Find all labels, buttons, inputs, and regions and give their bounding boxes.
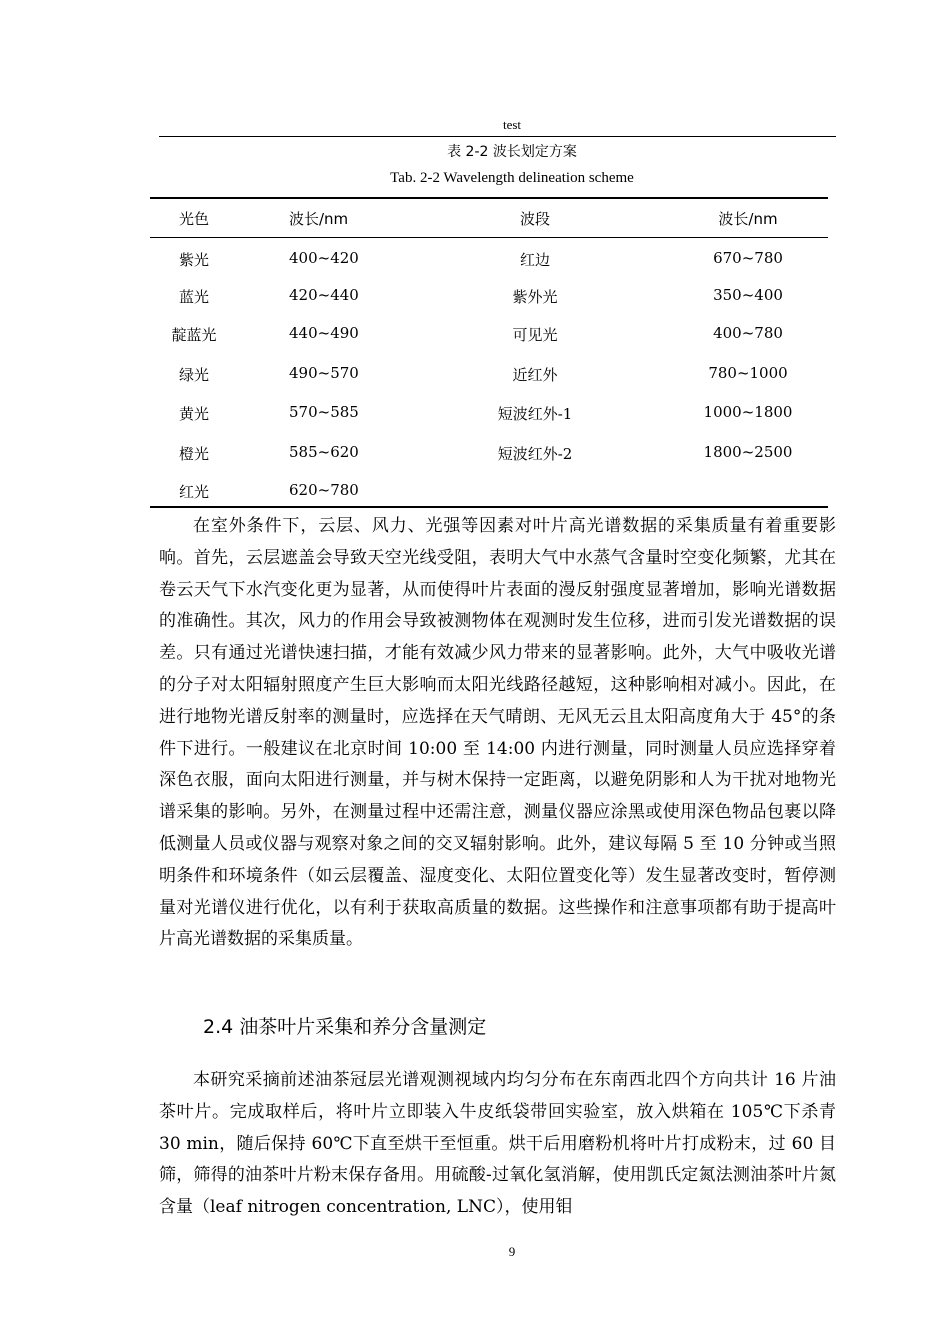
table-caption-en: Tab. 2-2 Wavelength delineation scheme <box>390 170 634 186</box>
table-cell: 620~780 <box>289 481 359 499</box>
table-cell: 红光 <box>178 483 209 501</box>
table-cell: 短波红外-2 <box>497 445 573 463</box>
column-header-wavelength-1: 波长/nm <box>289 210 349 228</box>
page-number: 9 <box>508 1244 516 1259</box>
table-cell: 近红外 <box>512 366 558 384</box>
section-heading: 2.4 油茶叶片采集和养分含量测定 <box>203 1016 487 1038</box>
table-top-rule <box>150 197 828 199</box>
table-cell: 400~780 <box>713 324 783 342</box>
table-cell: 可见光 <box>512 326 558 344</box>
table-cell: 绿光 <box>178 366 209 384</box>
table-cell: 紫外光 <box>512 288 558 306</box>
header-rule <box>159 136 836 137</box>
table-cell: 440~490 <box>289 324 359 342</box>
table-cell: 靛蓝光 <box>171 326 217 344</box>
table-cell: 1000~1800 <box>703 403 793 421</box>
body-paragraph: 本研究采摘前述油茶冠层光谱观测视域内均匀分布在东南西北四个方向共计 16 片油茶叶片。完成取样后，将叶片立即装入牛皮纸袋带回实验室，放入烘箱在 105℃下杀青 30 min，随后保持 60℃下直至烘干至恒重。烘干后用磨粉机将叶片打成粉末，过 60 目筛，筛得的油茶叶片粉末保存备用。用硫酸-过氧化氢消解，使用凯氏定氮法测油茶叶片氮含量（leaf nitrogen concentration, LNC），使用钼 <box>159 1070 836 1218</box>
table-cell: 780~1000 <box>708 364 788 382</box>
column-header-light-color: 光色 <box>178 210 209 228</box>
table-cell: 350~400 <box>713 286 783 304</box>
table-header-rule <box>150 237 828 238</box>
running-header: test <box>502 117 522 132</box>
table-cell: 黄光 <box>178 405 209 423</box>
table-cell: 橙光 <box>178 445 209 463</box>
table-cell: 570~585 <box>289 403 359 421</box>
table-cell: 1800~2500 <box>703 443 793 461</box>
table-cell: 670~780 <box>713 249 783 267</box>
table-cell: 紫光 <box>178 251 209 269</box>
table-caption-cn: 表 2-2 波长划定方案 <box>447 144 577 160</box>
body-paragraph-1-block <box>159 511 836 956</box>
table-cell: 蓝光 <box>178 288 209 306</box>
table-cell: 585~620 <box>289 443 359 461</box>
table-cell: 400~420 <box>289 249 359 267</box>
body-paragraph-2-block <box>159 1065 836 1224</box>
column-header-band: 波段 <box>519 210 550 228</box>
column-header-wavelength-2: 波长/nm <box>718 210 778 228</box>
table-cell: 短波红外-1 <box>497 405 573 423</box>
body-paragraph: 在室外条件下，云层、风力、光强等因素对叶片高光谱数据的采集质量有着重要影响。首先，云层遮盖会导致天空光线受阻，表明大气中水蒸气含量时空变化频繁，尤其在卷云天气下水汽变化更为显著，从而使得叶片表面的漫反射强度显著增加，影响光谱数据的准确性。其次，风力的作用会导致被测物体在观测时发生位移，进而引发光谱数据的误差。只有通过光谱快速扫描，才能有效减少风力带来的显著影响。此外，大气中吸收光谱的分子对太阳辐射照度产生巨大影响而太阳光线路径越短，这种影响相对减小。因此，在进行地物光谱反射率的测量时，应选择在天气晴朗、无风无云且太阳高度角大于 45°的条件下进行。一般建议在北京时间 10:00 至 14:00 内进行测量，同时测量人员应选择穿着深色衣服，面向太阳进行测量，并与树木保持一定距离，以避免阴影和人为干扰对地物光谱采集的影响。另外，在测量过程中还需注意，测量仪器应涂黑或使用深色物品包裹以降低测量人员或仪器与观察对象之间的交叉辐射影响。此外，建议每隔 5 至 10 分钟或当照明条件和环境条件（如云层覆盖、湿度变化、太阳位置变化等）发生显著改变时，暂停测量对光谱仪进行优化，以有利于获取高质量的数据。这些操作和注意事项都有助于提高叶片高光谱数据的采集质量。 <box>159 516 836 950</box>
table-cell: 420~440 <box>289 286 359 304</box>
table-bottom-rule <box>150 506 828 508</box>
table-cell: 红边 <box>519 251 550 269</box>
table-cell: 490~570 <box>289 364 359 382</box>
